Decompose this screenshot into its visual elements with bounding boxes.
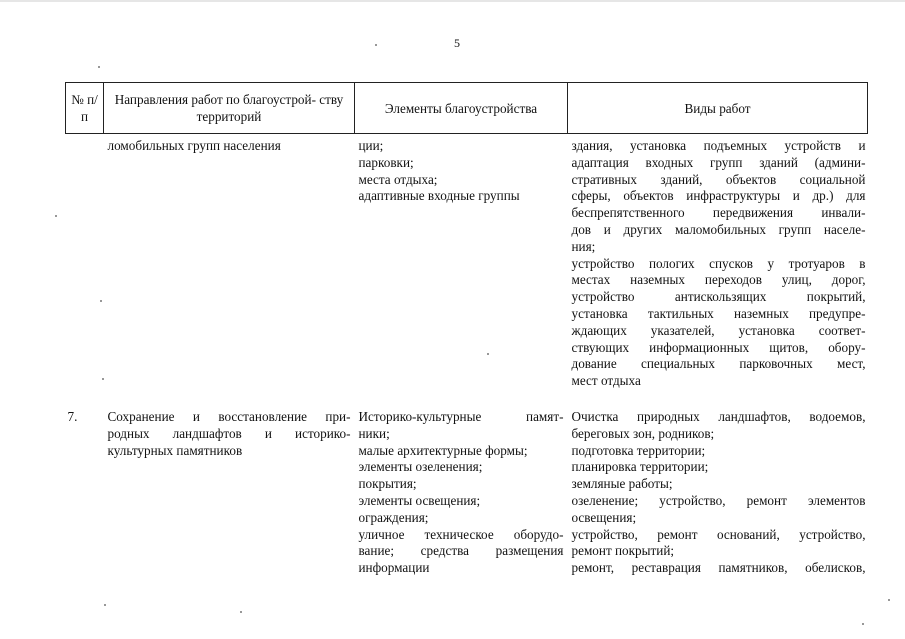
header-direction: Направления работ по благоустрой- ству территорий <box>104 83 355 134</box>
scan-speck <box>104 604 106 606</box>
scan-edge <box>0 0 905 2</box>
works-line: мест отдыха <box>571 373 641 389</box>
scan-speck <box>55 215 57 217</box>
element-line: уличное техническое оборудо- <box>358 526 564 542</box>
works-line: дов и других маломобильных групп населе- <box>571 221 866 237</box>
element-line: вание; средства размещения <box>358 543 564 559</box>
direction-line: Сохранение и восстановление при- <box>107 408 351 424</box>
element-line: элементы освещения; <box>358 492 481 508</box>
row-direction <box>104 134 355 390</box>
header-works: Виды работ <box>568 83 868 134</box>
table-header-row <box>66 83 868 134</box>
scan-speck <box>487 353 489 355</box>
row-direction <box>104 390 355 577</box>
direction-line: родных ландшафтов и историко- <box>107 425 351 441</box>
works-line: ствующих информационных щитов, обору- <box>571 339 866 355</box>
row-number: 7. <box>67 408 78 424</box>
element-line: ограждения; <box>358 509 429 525</box>
works-line: дование специальных парковочных мест, <box>571 356 866 372</box>
works-line: освещения; <box>571 509 637 525</box>
works-line: устройство антискользящих покрытий, <box>571 289 866 305</box>
works-line: земляные работы; <box>571 476 673 492</box>
header-elements: Элементы благоустройства <box>355 83 568 134</box>
works-line: Очистка природных ландшафтов, водоемов, <box>571 408 866 424</box>
works-line: установка тактильных наземных предупре- <box>571 305 866 321</box>
scan-speck <box>240 611 242 613</box>
works-line: подготовка территории; <box>571 442 706 458</box>
works-line: здания, установка подъемных устройств и <box>571 138 866 153</box>
element-line: места отдыха; <box>358 171 438 187</box>
works-line: адаптация входных групп зданий (админи- <box>571 154 866 170</box>
works-line: местах наземных переходов улиц, дорог, <box>571 272 866 288</box>
works-line: беспрепятственного передвижения инвали- <box>571 205 866 221</box>
page-number: 5 <box>454 36 460 50</box>
works-line: береговых зон, родников; <box>571 425 715 441</box>
scan-speck <box>102 378 104 380</box>
element-line: покрытия; <box>358 476 417 492</box>
works-line: сферы, объектов инфраструктуры и др.) для <box>571 188 866 204</box>
element-line: парковки; <box>358 154 414 170</box>
works-line: ждающих указателей, установка соответ- <box>571 322 866 338</box>
works-line: ремонт, реставрация памятников, обелисков, <box>571 560 866 576</box>
element-line: Историко-культурные памят- <box>358 408 564 424</box>
works-line: озеленение; устройство, ремонт элементов <box>571 492 866 508</box>
scan-speck <box>862 623 864 625</box>
works-line: устройство пологих спусков у тротуаров в <box>571 255 866 271</box>
row-works <box>568 134 868 390</box>
scan-speck <box>98 66 100 68</box>
row-elements <box>355 390 568 577</box>
works-line: ния; <box>571 238 596 254</box>
works-line: стративных зданий, объектов социальной <box>571 171 866 187</box>
element-line: ции; <box>358 138 384 153</box>
row-elements <box>355 134 568 390</box>
element-line: информации <box>358 560 430 576</box>
works-line: планировка территории; <box>571 459 709 475</box>
scan-speck <box>888 599 890 601</box>
direction-line: ломобильных групп населения <box>107 138 281 153</box>
element-line: элементы озеленения; <box>358 459 483 475</box>
works-line: ремонт покрытий; <box>571 543 675 559</box>
header-number: № п/п <box>66 83 104 134</box>
element-line: малые архитектурные формы; <box>358 442 528 458</box>
row-number <box>66 134 104 390</box>
direction-line: культурных памятников <box>107 442 243 458</box>
works-table <box>65 82 868 577</box>
element-line: адаптивные входные группы <box>358 188 520 204</box>
works-line: устройство, ремонт оснований, устройство, <box>571 526 866 542</box>
table-row <box>66 390 868 577</box>
scan-speck <box>375 44 377 46</box>
table-row <box>66 134 868 390</box>
scan-speck <box>100 300 102 302</box>
element-line: ники; <box>358 425 390 441</box>
row-works <box>568 390 868 577</box>
